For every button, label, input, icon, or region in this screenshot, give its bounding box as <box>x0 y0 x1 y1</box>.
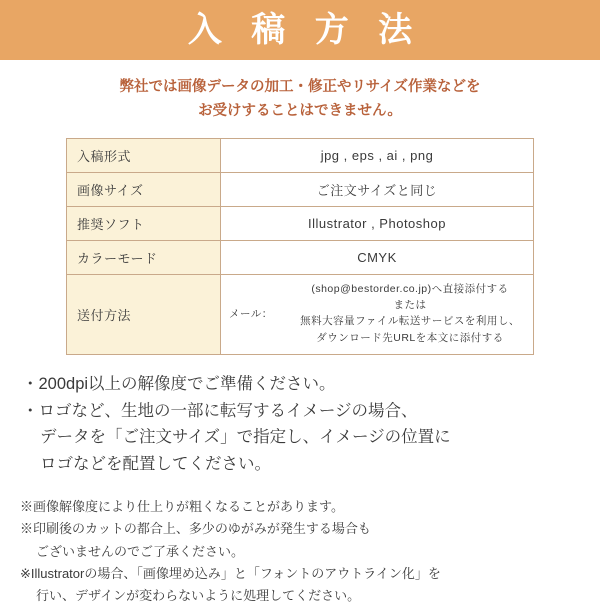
row-label: 推奨ソフト <box>67 206 221 240</box>
row-label: 送付方法 <box>67 274 221 354</box>
row-value: jpg , eps , ai , png <box>221 138 534 172</box>
send-method-line-2: または <box>393 299 427 312</box>
send-method-line-1: (shop@bestorder.co.jp)へ直接添付する <box>311 282 509 295</box>
table-row <box>67 240 534 274</box>
lead-line-1: 弊社では画像データの加工・修正やリサイズ作業などを <box>119 79 481 95</box>
row-value: CMYK <box>221 240 534 274</box>
send-method-key: メール： <box>229 307 273 320</box>
notes-list <box>22 371 600 478</box>
row-value <box>221 274 534 354</box>
row-label: 入稿形式 <box>67 138 221 172</box>
row-label: カラーモード <box>67 240 221 274</box>
table-row <box>67 138 534 172</box>
lead-paragraph <box>0 76 600 124</box>
small-note-line: ※Illustratorの場合、「画像埋め込み」と「フォントのアウトライン化」を <box>20 565 441 581</box>
small-note-line: ※画像解像度により仕上りが粗くなることがあります。 <box>20 498 344 514</box>
note-line: ・200dpi以上の解像度でご準備ください。 <box>22 374 336 393</box>
spec-table-wrap <box>66 138 534 355</box>
send-method-line-3: 無料大容量ファイル転送サービスを利用し、 <box>300 315 520 328</box>
small-note-line: 行い、デザインが変わらないように処理してください。 <box>36 588 361 604</box>
table-row <box>67 172 534 206</box>
table-row-send-method <box>67 274 534 354</box>
small-note-line: ございませんのでご了承ください。 <box>36 543 245 559</box>
table-row <box>67 206 534 240</box>
spec-table <box>66 138 534 355</box>
note-line: データを「ご注文サイズ」で指定し、イメージの位置に <box>40 428 451 447</box>
page-title: 入 稿 方 法 <box>187 11 423 49</box>
page-header <box>0 0 600 60</box>
note-line: ロゴなどを配置してください。 <box>40 455 271 474</box>
small-note-line: ※印刷後のカットの都合上、多少のゆがみが発生する場合も <box>20 521 371 537</box>
note-line: ・ロゴなど、生地の一部に転写するイメージの場合、 <box>22 401 418 420</box>
row-value: ご注文サイズと同じ <box>221 172 534 206</box>
send-method-line-4: ダウンロード先URLを本文に添付する <box>316 331 504 344</box>
row-label: 画像サイズ <box>67 172 221 206</box>
lead-line-2: お受けすることはできません。 <box>198 102 402 119</box>
small-notes-list <box>20 496 600 608</box>
row-value: Illustrator , Photoshop <box>221 206 534 240</box>
